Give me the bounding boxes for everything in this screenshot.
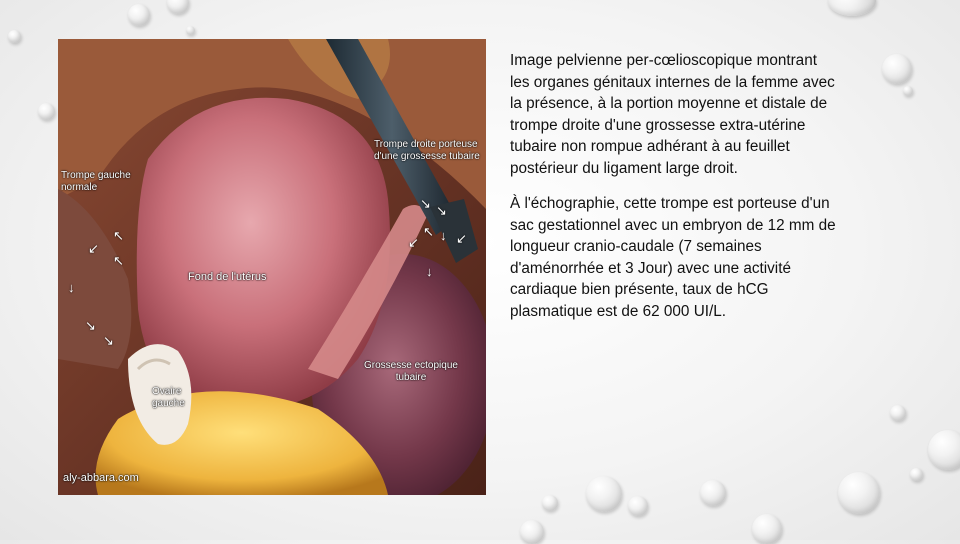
pointer-arrow-icon: ↙ xyxy=(408,235,419,250)
water-drop-decoration xyxy=(903,86,913,96)
slide-text xyxy=(510,50,840,336)
water-drop-decoration xyxy=(882,54,912,84)
water-drop-decoration xyxy=(910,468,923,481)
water-drop-decoration xyxy=(520,520,544,544)
water-drop-decoration xyxy=(890,405,906,421)
water-drop-decoration xyxy=(167,0,189,14)
ultrasound-paragraph: À l'échographie, cette trompe est porteuse d'un sac gestationnel avec un embryon de 12 mm de longueur cranio-caudale (7 semaines d'aménorrhée et 3 Jour) avec une activité cardiaque bien présente, taux de hCG plasmatique est de 62 000 UI/L. xyxy=(510,195,836,320)
water-drop-decoration xyxy=(128,4,150,26)
pointer-arrow-icon: ↓ xyxy=(426,264,433,279)
pointer-arrow-icon: ↓ xyxy=(68,280,75,295)
laparoscopy-image xyxy=(58,39,486,495)
water-drop-decoration xyxy=(828,0,876,16)
watermark: aly-abbara.com xyxy=(63,472,139,484)
water-drop-decoration xyxy=(586,476,622,512)
label-ectopic-pregnancy: Grossesse ectopique tubaire xyxy=(364,360,458,383)
water-drop-decoration xyxy=(700,480,726,506)
pointer-arrow-icon: ↘ xyxy=(103,333,114,348)
water-drop-decoration xyxy=(8,30,21,43)
pointer-arrow-icon: ↙ xyxy=(456,231,467,246)
pointer-arrow-icon: ↘ xyxy=(420,196,431,211)
pointer-arrow-icon: ↖ xyxy=(113,253,124,268)
pointer-arrow-icon: ↘ xyxy=(85,318,96,333)
water-drop-decoration xyxy=(186,26,195,35)
water-drop-decoration xyxy=(628,496,648,516)
label-left-tube: Trompe gauche normale xyxy=(61,170,131,193)
description-paragraph: Image pelvienne per-cœlioscopique montrant les organes génitaux internes de la femme avec la présence, à la portion moyenne et distale de trompe droite d'une grossesse extra-utérine tubaire non rompue adhérant à au feuillet postérieur du ligament large droit. xyxy=(510,52,835,177)
pointer-arrow-icon: ↙ xyxy=(88,241,99,256)
water-drop-decoration xyxy=(542,495,558,511)
label-left-ovary: Ovaire gauche xyxy=(152,386,185,409)
water-drop-decoration xyxy=(38,103,55,120)
label-right-tube: Trompe droite porteuse d'une grossesse tubaire xyxy=(374,139,480,162)
water-drop-decoration xyxy=(838,472,880,514)
pointer-arrow-icon: ↘ xyxy=(436,203,447,218)
pointer-arrow-icon: ↖ xyxy=(423,224,434,239)
pointer-arrow-icon: ↖ xyxy=(113,228,124,243)
pointer-arrow-icon: ↓ xyxy=(440,228,447,243)
label-uterus-fundus: Fond de l'utérus xyxy=(188,271,267,283)
water-drop-decoration xyxy=(928,430,960,470)
